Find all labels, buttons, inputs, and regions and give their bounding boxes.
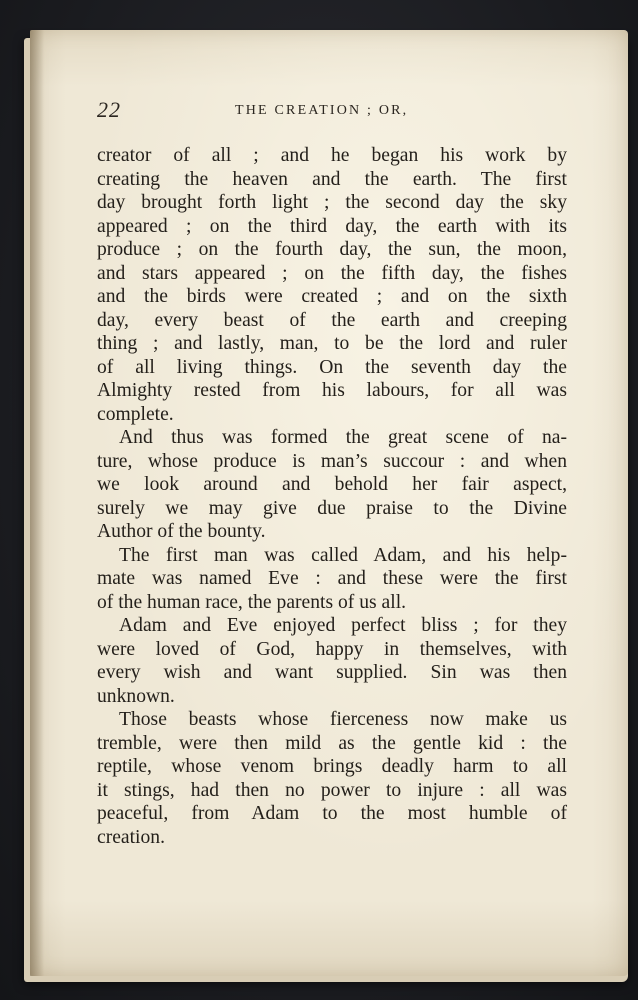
text-line: of the human race, the parents of us all. <box>97 591 407 613</box>
text-line: reptile, whose venom brings deadly harm to all <box>97 756 567 777</box>
text-line: day brought forth light ; the second day the sky <box>97 192 567 213</box>
running-head: THE CREATION ; OR, <box>235 103 409 118</box>
spine-shadow <box>30 30 44 976</box>
paragraph-start-line: And thus was formed the great scene of na- <box>119 427 567 448</box>
text-line: surely we may give due praise to the Divine <box>97 497 567 519</box>
text-line: creation. <box>97 826 165 848</box>
paragraph-start-line: The first man was called Adam, and his help- <box>119 544 567 566</box>
text-line: Author of the bounty. <box>97 521 266 542</box>
text-line: thing ; and lastly, man, to be the lord and ruler <box>97 333 567 354</box>
paragraph-start-line: Those beasts whose fierceness now make us <box>119 709 567 730</box>
text-line: produce ; on the fourth day, the sun, the moon, <box>97 239 567 260</box>
text-line: complete. <box>97 403 174 425</box>
text-line: we look around and behold her fair aspect, <box>97 474 567 495</box>
paragraph-start-line: Adam and Eve enjoyed perfect bliss ; for they <box>119 615 567 636</box>
text-line: of all living things. On the seventh day the <box>97 356 567 378</box>
page-header <box>97 97 567 127</box>
text-line: mate was named Eve : and these were the first <box>97 568 567 589</box>
page-number: 22 <box>97 97 121 122</box>
text-line: day, every beast of the earth and creeping <box>97 309 567 331</box>
text-line: peaceful, from Adam to the most humble of <box>97 803 567 824</box>
text-line: creating the heaven and the earth. The first <box>97 168 567 190</box>
text-line: Almighty rested from his labours, for all was <box>97 380 567 401</box>
text-line: tremble, were then mild as the gentle kid : the <box>97 732 567 754</box>
text-line: and the birds were created ; and on the sixth <box>97 286 567 307</box>
text-line: creator of all ; and he began his work by <box>97 145 567 166</box>
text-line: every wish and want supplied. Sin was then <box>97 662 567 683</box>
text-line: appeared ; on the third day, the earth with its <box>97 215 567 237</box>
text-line: were loved of God, happy in themselves, with <box>97 638 567 660</box>
text-line: unknown. <box>97 685 175 707</box>
text-line: and stars appeared ; on the fifth day, the fishes <box>97 262 567 284</box>
body-text <box>97 144 567 849</box>
text-line: it stings, had then no power to injure : all was <box>97 779 567 801</box>
text-line: ture, whose produce is man’s succour : and when <box>97 450 567 472</box>
